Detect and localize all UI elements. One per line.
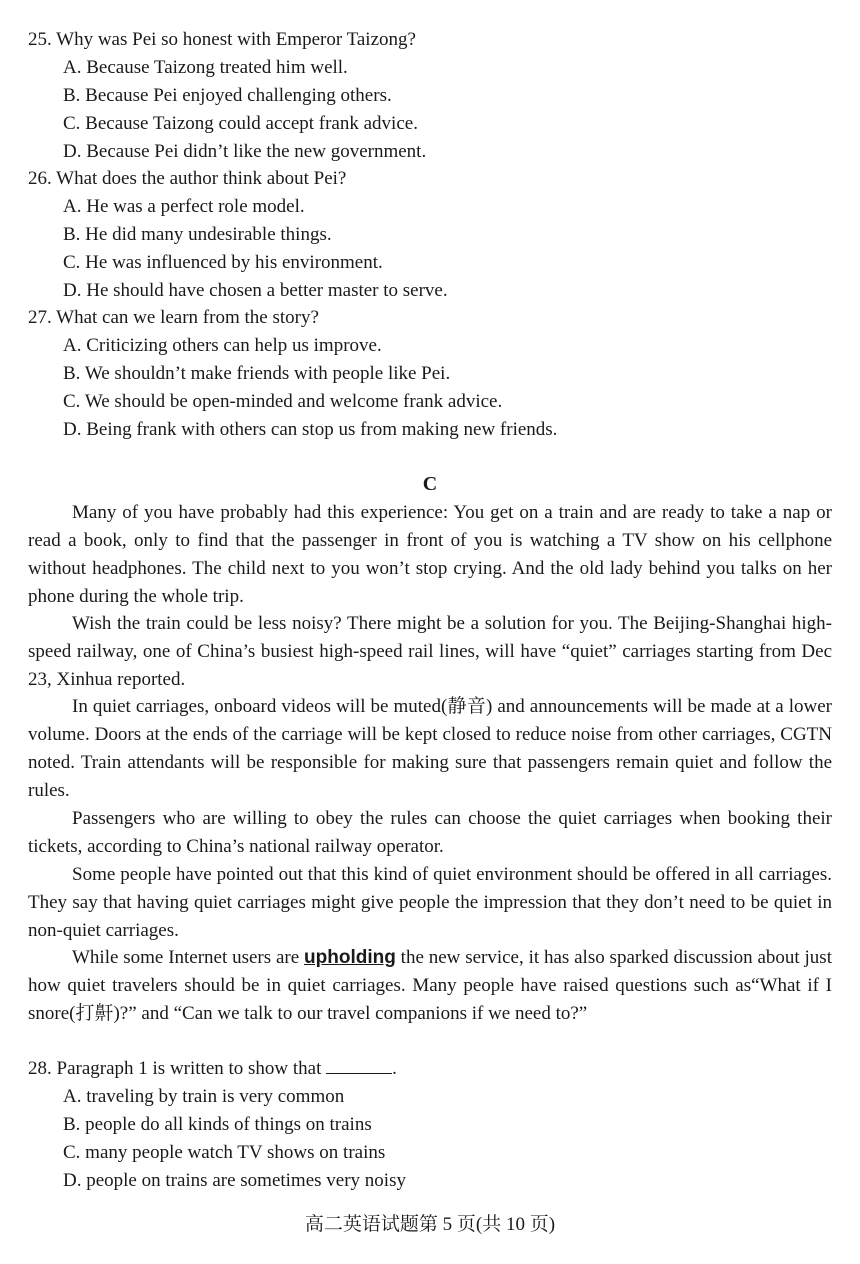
passage-paragraph-5: Some people have pointed out that this kind of quiet environment should be offered in all carriages. They say that having quiet carriages might give people the impression that they don’t need to be quiet in non-quiet carriages. bbox=[28, 864, 832, 941]
question-27-stem: 27. What can we learn from the story? bbox=[28, 307, 319, 328]
passage-paragraph-4: Passengers who are willing to obey the rules can choose the quiet carriages when booking their tickets, according to China’s national railway operator. bbox=[28, 808, 832, 857]
passage-paragraph-6 bbox=[28, 944, 832, 1028]
paragraph-6-text-end: the new service, it has also sparked discussion about just how quiet travelers should be in quiet carriages. Many people have raised questions such as“What if I snore(打鼾)?” and “Can we talk to our travel companions if we need to?” bbox=[28, 947, 832, 1024]
question-26-option-c: C. He was influenced by his environment. bbox=[63, 252, 383, 273]
question-25-stem: 25. Why was Pei so honest with Emperor Taizong? bbox=[28, 29, 416, 50]
question-27-option-c: C. We should be open-minded and welcome frank advice. bbox=[63, 391, 503, 412]
question-25-option-c: C. Because Taizong could accept frank advice. bbox=[63, 113, 418, 134]
page-footer: 高二英语试题第 5 页(共 10 页) bbox=[304, 1214, 556, 1235]
passage-paragraph-1: Many of you have probably had this experience: You get on a train and are ready to take a nap or read a book, only to find that the passenger in front of you is watching a TV show on his cellphone without headphones. The child next to you won’t stop crying. And the old lady behind you talks on her phone during the whole trip. bbox=[28, 502, 832, 607]
section-c-title: C bbox=[422, 473, 438, 495]
question-28-stem-text: 28. Paragraph 1 is written to show that bbox=[28, 1058, 322, 1079]
question-28-option-d: D. people on trains are sometimes very noisy bbox=[63, 1170, 406, 1191]
question-28-stem-end: . bbox=[392, 1058, 397, 1079]
question-25-option-a: A. Because Taizong treated him well. bbox=[63, 57, 348, 78]
passage-paragraph-2: Wish the train could be less noisy? There might be a solution for you. The Beijing-Shanghai high-speed railway, one of China’s busiest high-speed rail lines, will have “quiet” carriages starting from Dec 23, Xinhua reported. bbox=[28, 613, 832, 690]
vocabulary-keyword: upholding bbox=[304, 947, 396, 968]
answer-blank bbox=[326, 1055, 392, 1074]
question-25-option-b: B. Because Pei enjoyed challenging others. bbox=[63, 85, 392, 106]
question-28-option-c: C. many people watch TV shows on trains bbox=[63, 1142, 386, 1163]
question-28-stem bbox=[28, 1055, 397, 1083]
question-28-option-a: A. traveling by train is very common bbox=[63, 1086, 345, 1107]
passage-paragraph-3: In quiet carriages, onboard videos will be muted(静音) and announcements will be made at a lower volume. Doors at the ends of the carriage will be kept closed to reduce noise from other carriages, CGTN noted. Train attendants will be responsible for making sure that passengers remain quiet and follow the rules. bbox=[28, 696, 832, 801]
paragraph-6-text-start: While some Internet users are bbox=[72, 947, 305, 968]
question-27-option-b: B. We shouldn’t make friends with people like Pei. bbox=[63, 363, 451, 384]
question-25-option-d: D. Because Pei didn’t like the new government. bbox=[63, 141, 427, 162]
question-26-option-b: B. He did many undesirable things. bbox=[63, 224, 332, 245]
question-27-option-d: D. Being frank with others can stop us from making new friends. bbox=[63, 419, 558, 440]
question-26-option-d: D. He should have chosen a better master to serve. bbox=[63, 280, 448, 301]
question-26-stem: 26. What does the author think about Pei? bbox=[28, 168, 347, 189]
question-27-option-a: A. Criticizing others can help us improve. bbox=[63, 335, 382, 356]
question-28-option-b: B. people do all kinds of things on trains bbox=[63, 1114, 372, 1135]
question-26-option-a: A. He was a perfect role model. bbox=[63, 196, 305, 217]
